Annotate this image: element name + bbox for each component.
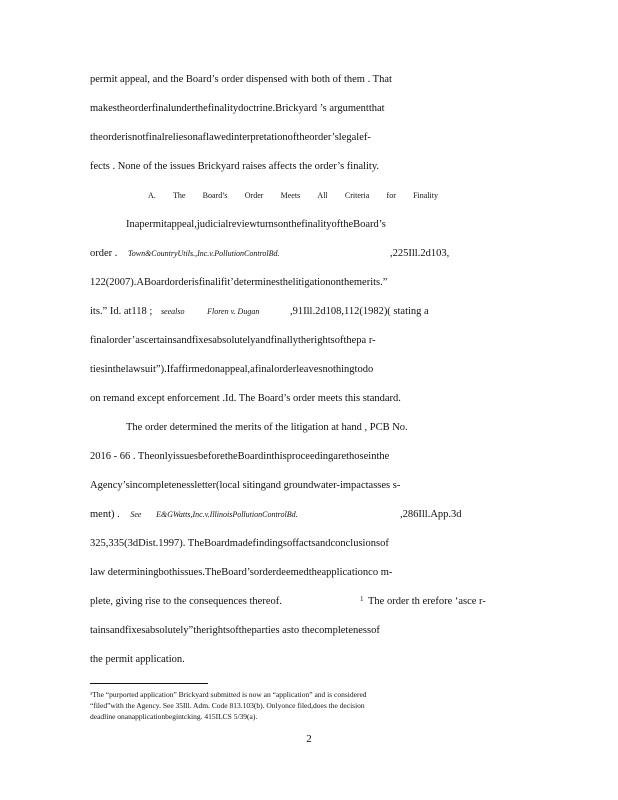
body-line: on remand except enforcement .Id. The Board’s order meets this standard. [90,393,401,404]
heading-word: Order [244,191,264,200]
body-line: order . Town&CountryUtils.,Inc.v.PollutionControlBd. ,225Ill.2d103, [90,248,450,259]
case-citation: Floren v. Dugan [207,307,260,316]
body-line: makestheorderfinalunderthefinalitydoctrine.Brickyard ’s argumentthat [90,103,385,114]
body-line: tainsandfixesabsolutely”therightsoftheparties asto thecompletenessof [90,625,380,636]
heading-word: Meets [280,191,301,200]
body-line: the permit application. [90,654,185,665]
footnote-line: deadline onanapplicationbegintcking. 415ILCS 5/39(a). [90,712,258,721]
footnote-divider [90,683,208,684]
body-line: plete, giving rise to the consequences thereof. 1 The order th erefore ‘asce r- [90,595,520,609]
body-line: theorderisnotfinalreliesonaflawedinterpretationoftheorder’slegalef- [90,132,371,143]
body-line: finalorder’ascertainsandfixesabsolutelyandfinallytherightsofthepa r- [90,335,376,346]
body-line: Agency’sincompletenessletter(local sitingand groundwater-impactasses s- [90,480,401,491]
signal-see: See [130,510,142,519]
page-number: 2 [306,733,312,745]
section-heading [148,189,438,203]
heading-word: All [317,191,328,200]
footnote-line: ¹The “purported application” Brickyard submitted is now an “application” and is considered [90,690,367,699]
heading-word: Finality [413,191,438,200]
body-line: 325,335(3dDist.1997). TheBoardmadefindingsoffactsandconclusionsof [90,538,389,549]
case-citation: E&GWatts,Inc.v.IllinoisPollutionControlBd. [156,510,298,519]
footnote-marker: 1 [360,595,364,603]
body-line: fects . None of the issues Brickyard raises affects the order’s finality. [90,161,380,172]
heading-word: A. [148,191,156,200]
body-line: tiesinthelawsuit”).Ifaffirmedonappeal,afinalorderleavesnothingtodo [90,364,374,375]
body-line: Inapermitappeal,judicialreviewturnsonthefinalityoftheBoard’s [126,219,386,230]
heading-word: Board’s [202,191,228,200]
heading-word: The [173,191,186,200]
body-line: 2016 - 66 . TheonlyissuesbeforetheBoardinthisproceedingarethoseinthe [90,451,390,462]
body-line: its.” Id. at118 ; seealso Floren v. Dugan ,91Ill.2d108,112(1982)( stating a [90,306,429,317]
signal-see-also: seealso [160,307,185,316]
footnote-line: “filed”with the Agency. See 35Ill. Adm. Code 813.103(b). Onlyonce filed,does the decision [90,701,365,710]
case-citation: Town&CountryUtils.,Inc.v.PollutionControlBd. [128,249,280,258]
body-line: 122(2007).ABoardorderisfinalifit’determinesthelitigationonthemerits.” [90,277,388,288]
body-line: permit appeal, and the Board’s order dispensed with both of them . That [90,74,392,85]
heading-word: for [386,191,396,200]
body-line: The order determined the merits of the litigation at hand , PCB No. [126,422,408,433]
body-line: law determiningbothissues.TheBoard’sorderdeemedtheapplicationco m- [90,567,393,578]
heading-word: Criteria [344,191,370,200]
body-line: ment) . See E&GWatts,Inc.v.IllinoisPollutionControlBd. ,286Ill.App.3d [90,509,462,520]
